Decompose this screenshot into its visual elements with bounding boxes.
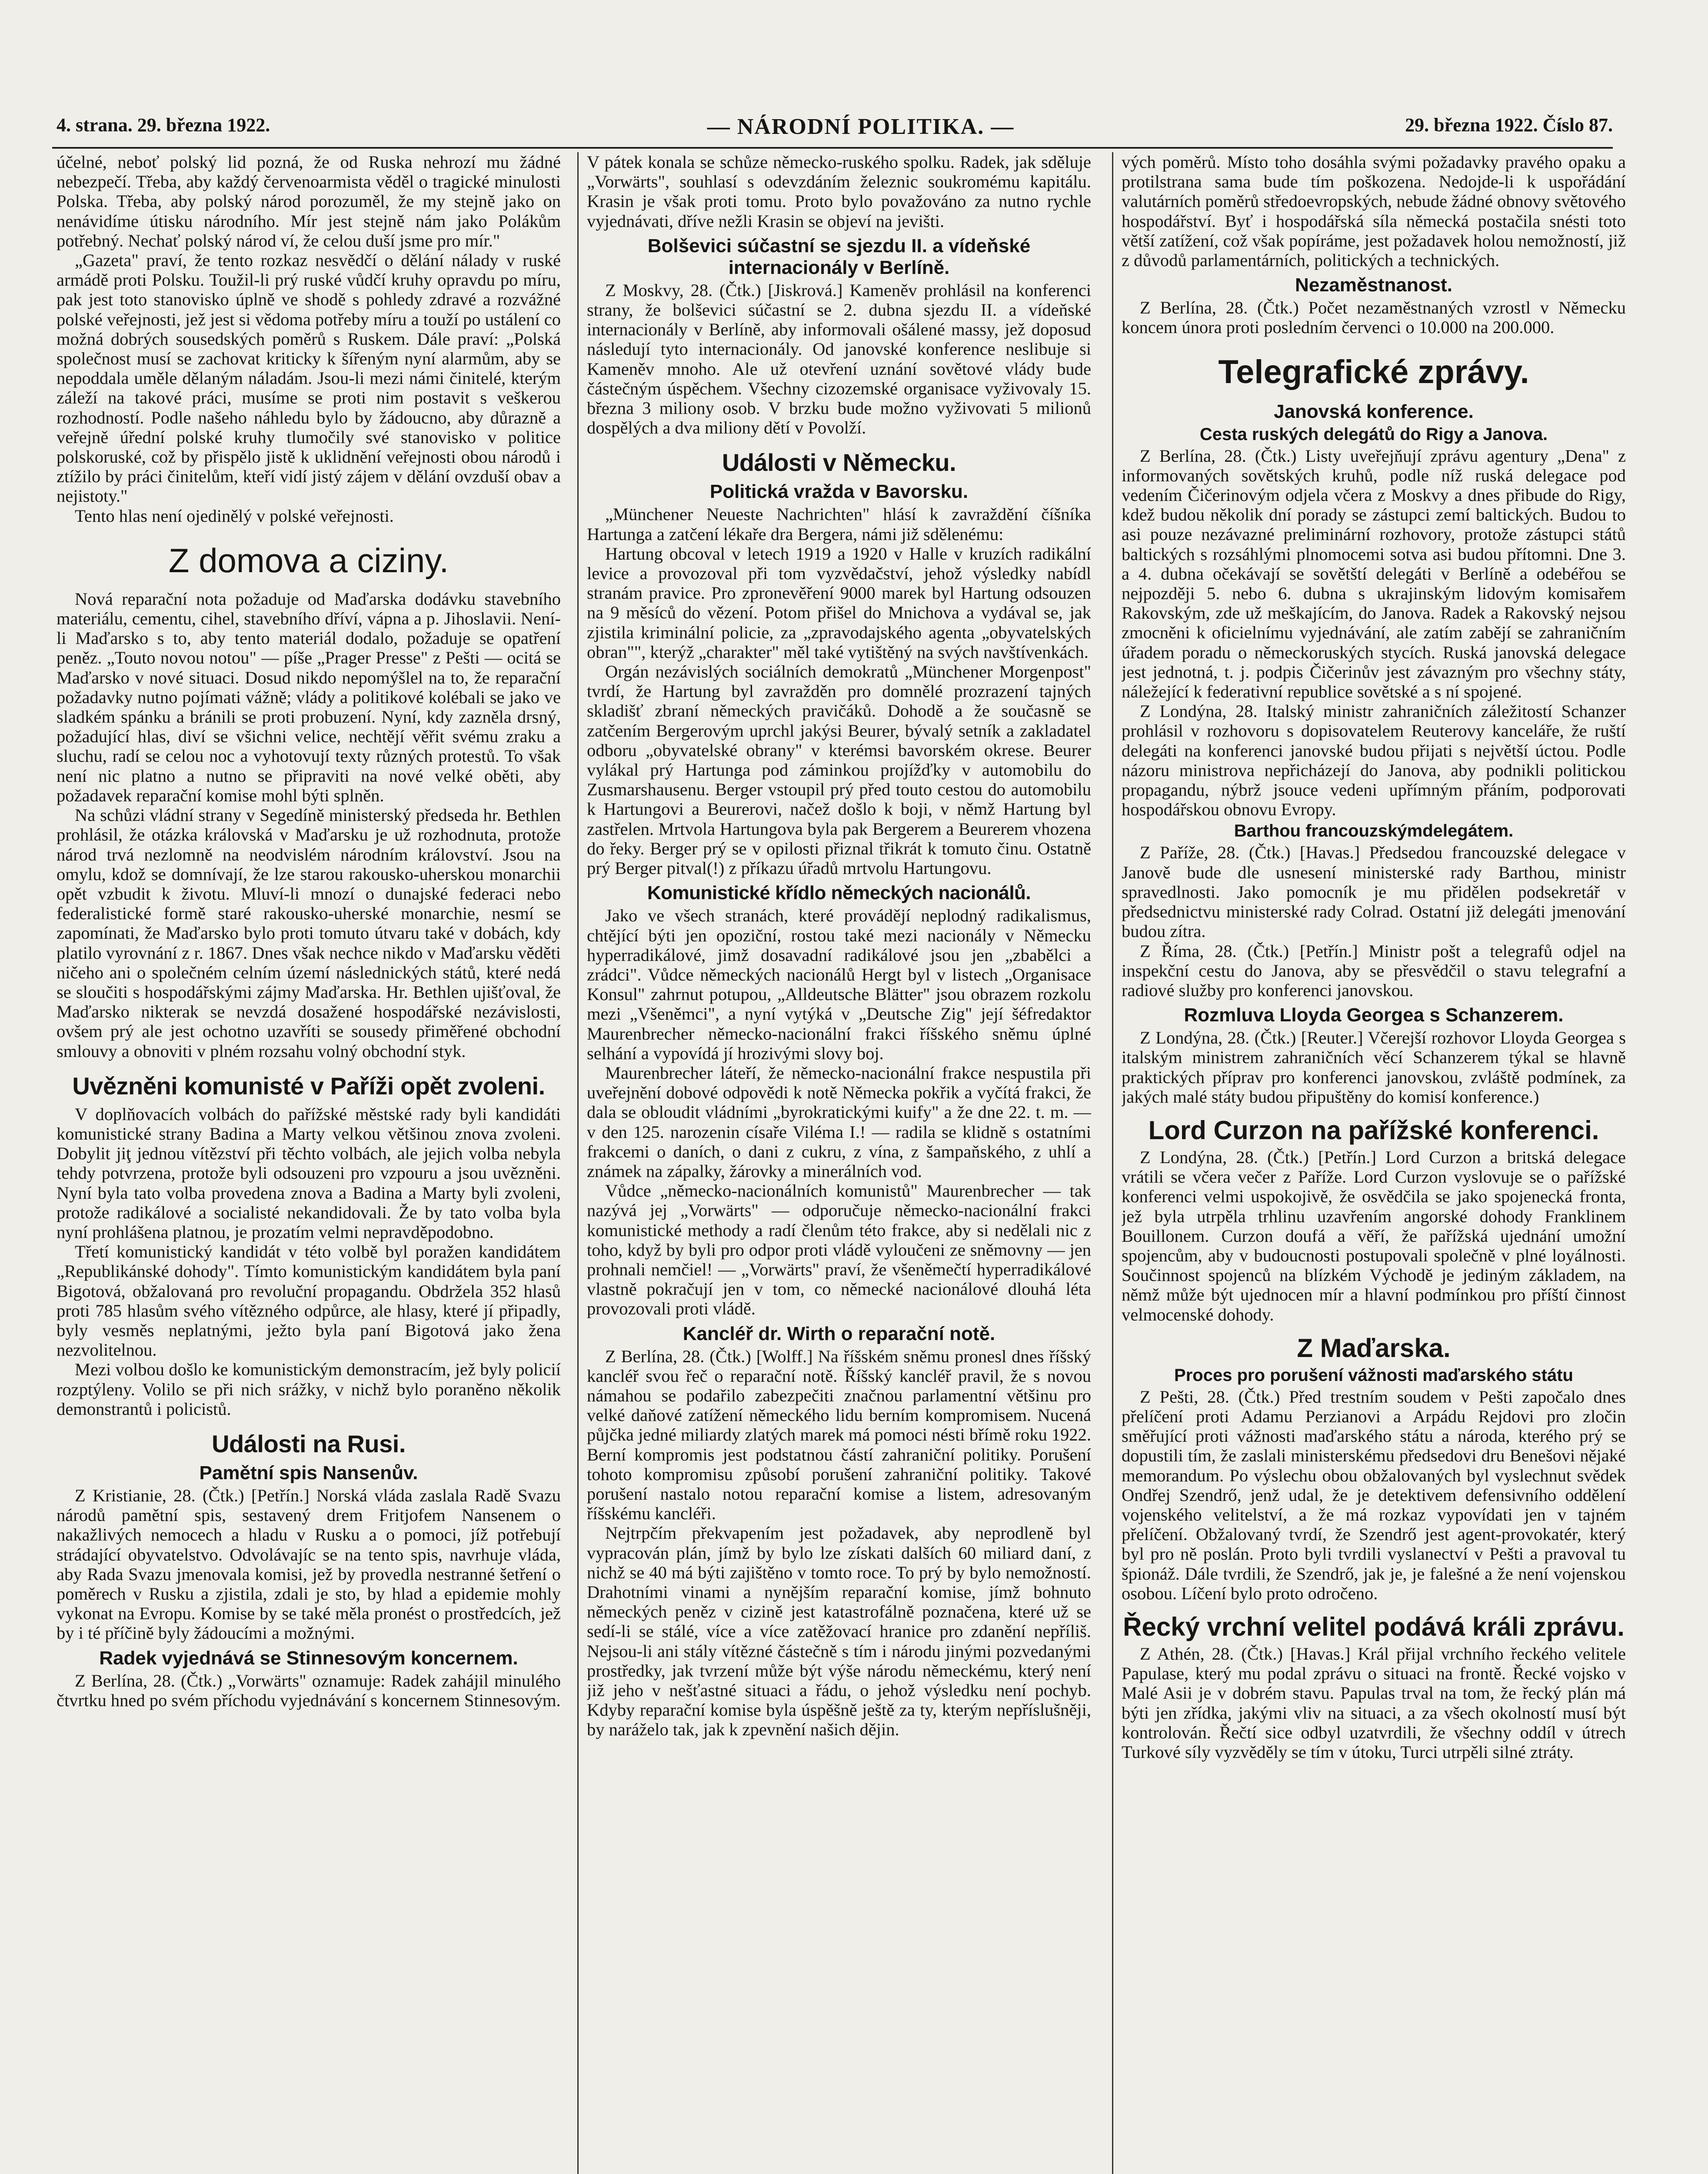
article-heading: Nezaměstnanost. xyxy=(1295,274,1452,296)
paragraph: Z Pešti, 28. (Čtk.) Před trestním soudem v Pešti započalo dnes přelíčení proti Adamu Perzianovi a Arpádu Rejdovi pro zločin směřující proti vážnosti maďarského státu a národa, kterého prý se dopustili tím, že zaslali ministerskému předsedovi dru Benešovi nějaké memorandum. Po výslechu obou obžalovaných byl vyslechnut svědek Ondřej Szendrő, jenž udal, že je detektivem defensivního oddělení vojenského velitelství, a že má rozkaz vypovídati jen v tajném přelíčení. Obžalovaný tvrdí, že Szendrő jest agent-provokatér, který byl pro ně poslán. Proto byli tvrdili vyslanectví v Pešti a pravoval tu špionáž. Dále tvrdili, že Szendrő, jak je, je falešné a že není vojenskou osobou. Líčení bylo proto odročeno. xyxy=(1122,1387,1626,1603)
article-heading: Bolševici súčastní se sjezdu II. a vídeňské internacionály v Berlíně. xyxy=(647,235,1031,278)
article-heading: Řecký vrchní velitel podává králi zprávu. xyxy=(1123,1612,1625,1641)
paragraph: Z Berlína, 28. (Čtk.) Počet nezaměstnaných vzrostl v Německu koncem února proti posledním červenci o 10.000 na 200.000. xyxy=(1122,298,1626,337)
column-divider xyxy=(577,152,579,2174)
paragraph: Z Berlína, 28. (Čtk.) [Wolff.] Na říšském sněmu pronesl dnes říšský kancléř svou řeč o reparační notě. Říšský kancléř pravil, že s novou námahou se podařilo zabezpečiti značnou parlamentní většinu pro velké daňové zatížení německého lidu berním kompromisem. Nucená půjčka jedné miliardy zlatých marek má pomoci nésti břímě roku 1922. Berní kompromis jest podstatnou částí zahraniční politiky. Porušení tohoto kompromisu způsobí porušení zahraniční politiky. Takové porušení nastalo notou reparační komise a listem, adresovaným říšskému kancléři. xyxy=(587,1346,1091,1524)
article-heading: Pamětní spis Nansenův. xyxy=(199,1462,418,1484)
column-2 xyxy=(587,152,1091,2174)
paragraph: Z Paříže, 28. (Čtk.) [Havas.] Předsedou francouzské delegace v Janově bude dle usnesení ministerské rady Barthou, ministr spravedlnosti. Jako pomocník je mu přidělen podsekretář v předsednictvu ministerské rady Colrad. Ostatní již delegáti jmenování budou zítra. xyxy=(1122,843,1626,941)
article-subheading: Proces pro porušení vážnosti maďarského státu xyxy=(1174,1365,1573,1385)
header-rule xyxy=(52,147,1613,149)
paragraph: účelné, neboť polský lid pozná, že od Ruska nehrozí mu žádné nebezpečí. Třeba, aby každý červenoarmista věděl o tragické minulosti Polska. Třeba, aby polský národ porozuměl, že my stejně jako on nenávidíme útisku národního. Mír jest stejně nám jako Polákům potřebný. Nechať polský národ ví, že celou duší jsme pro mír." xyxy=(57,152,561,250)
paragraph: Z Berlína, 28. (Čtk.) „Vorwärts" oznamuje: Radek zahájil minulého čtvrtku hned po svém příchodu vyjednávání s koncernem Stinnesovým. xyxy=(57,1671,561,1710)
paragraph: Maurenbrecher láteří, že německo-nacionální frakce nespustila při uveřejnění dobové odpovědi k notě Německa pokřik a vyčítá frakci, že dala se obloudit vládními „byrokratickými kuify" a že dne 22. t. m. — v den 125. narozenin císaře Viléma I.! — radila se klidně s ostatními frakcemi o daních, o dani z cukru, z vína, z šampaňského, z uhlí a známek na zápalky, žárovky a minerálních vod. xyxy=(587,1063,1091,1181)
paragraph: Jako ve všech stranách, které provádějí neplodný radikalismus, chtějící býti jen opoziční, rostou také mezi nacionály v Německu hyperradikálové, jimž dosavadní radikálové jsou jen „zbabělci a zrádci". Vůdce německých nacionálů Hergt byl v listech „Organisace Konsul" zahrnut potupou, „Alldeutsche Blätter" jsou obrazem rozkolu mezi „Všeněmci", a nyní vytýká v „Deutsche Zig" její šéfredaktor Maurenbrecher německo-nacionální frakci říšského sněmu úplné selhání a vypovídá jí hrozivými slovy boj. xyxy=(587,906,1091,1063)
article-subheading: Barthou francouzskýmdelegátem. xyxy=(1234,821,1514,841)
header-left: 4. strana. 29. března 1922. xyxy=(57,114,270,136)
column-1 xyxy=(57,152,561,2174)
paragraph: Z Londýna, 28. (Čtk.) [Reuter.] Včerejší rozhovor Lloyda Georgea s italským ministrem zahraničních věcí Schanzerem týkal se hlavně praktických příprav pro konferenci janovskou, zvláště podmínek, za jakých malé státy budou připuštěny do komisí konference.) xyxy=(1122,1028,1626,1107)
section-heading: Z domova a ciziny. xyxy=(168,541,449,580)
newspaper-page xyxy=(26,0,1682,2174)
paragraph: Třetí komunistický kandidát v této volbě byl poražen kandidátem „Republikánské dohody". Tímto komunistickým kandidátem byla paní Bigotová, obžalovaná pro revoluční propagandu. Obdržela 352 hlasů proti 785 hlasům svého vítězného odpůrce, ale hlasy, které jí připadly, byly vesměs neplatnými, ježto byla paní Bigotová jako žena nezvolitelnou. xyxy=(57,1242,561,1360)
paragraph: Z Londýna, 28. Italský ministr zahraničních záležitostí Schanzer prohlásil v rozhovoru s dopisovatelem Reuterovy kanceláře, že ruští delegáti na konferenci janovské budou přijati s největší úctou. Podle názoru ministrova nepřicházejí do Janova, aby podnikli politickou propagandu, nýbrž jsouce vedeni upřímným přáním, podporovati hospodářskou obnovu Evropy. xyxy=(1122,701,1626,820)
section-heading: Události v Německu. xyxy=(722,449,956,477)
paragraph: Z Londýna, 28. (Čtk.) [Petřín.] Lord Curzon a britská delegace vrátili se včera večer z Paříže. Lord Curzon vyslovuje se o pařížské konferenci velmi uspokojivě, že osvědčila se jako spojenecká fronta, jež byla utrpěla trhlinu uzavřením angorské dohody Franklinem Bouillonem. Curzon doufá a věří, že pařížská ujednání umožní spojencům, aby v budoucnosti postupovali společně v plné loyálnosti. Součinnost spojenců na blízkém Východě je jediným základem, na němž může být ujednocen mír a hlavní podmínkou pro příští činnost velmocenské dohody. xyxy=(1122,1147,1626,1324)
paragraph: Orgán nezávislých sociálních demokratů „Münchener Morgenpost" tvrdí, že Hartung byl zavražděn pro domnělé prozrazení tajných skladišť zbraní německých pravičáků. Dohodě a že současně se zatčením Bergerovým uprchl jakýsi Beurer, bývalý setník a zakladatel odboru „obyvatelské obrany" v kterémsi bavorském okrese. Beurer vylákal prý Hartunga pod záminkou projížďky v automobilu do Zusmarshausenu. Berger vstoupil prý před touto cestou do automobilu k Hartungovi a Beurerovi, načež došlo k boji, v němž Hartung byl zastřelen. Mrtvola Hartungova byla pak Bergerem a Beurerem vhozena do řeky. Berger prý se v opilosti přiznal třikrát k tomuto činu. Ostatně prý Berger pitval(!) z příkazu úřadů mrtvolu Hartungovu. xyxy=(587,662,1091,878)
paragraph: V doplňovacích volbách do pařížské městské rady byli kandidáti komunistické strany Badina a Marty velkou většinou znova zvoleni. Dobylit jiţ jednou vítězství při těchto volbách, ale jejich volba nebyla tehdy potvrzena, protože byli odsouzeni pro vzpouru a jsou uvězněni. Nyní byla tato volba provedena znova a Badina a Marty byli zvoleni, protože radikálové a socialisté nekandidovali. Že by tato volba byla nyní prohlášena platnou, je prozatím velmi nepravděpodobno. xyxy=(57,1104,561,1242)
paragraph: V pátek konala se schůze německo-ruského spolku. Radek, jak sděluje „Vorwärts", souhlasí s odevzdáním železnic soukromému kapitálu. Krasin je však proti tomu. Proto bylo považováno za nutno rychle vyjednávati, dříve nežli Krasin se objeví na jevišti. xyxy=(587,152,1091,231)
header-right: 29. března 1922. Číslo 87. xyxy=(1405,114,1613,136)
paragraph: „Gazeta" praví, že tento rozkaz nesvědčí o dělání nálady v ruské armádě proti Polsku. Toužil-li prý ruské vůdčí kruhy opravdu po míru, pak jest toto stanovisko úplně ve shodě s pohledy zdravé a rozvážné polské veřejnosti, jež jest si vědoma potřeby míru a touží po ustálení co možná dobrých sousedských poměrů s Ruskem. Dále praví: „Polská společnost musí se zachovat kriticky k šířeným nyní alarmům, aby se nepoddala uměle dělaným náladám. Jsou-li mezi námi činitelé, kterým záleží na takové práci, musíme se proti nim postavit s veškerou rozhodností. Podle našeho náhledu bylo by žádoucno, aby důrazně a veřejně úřední polské kruhy tlumočily své stanovisko v politice polskoruské, což by přispělo jistě k uklidnění veřejnosti obou národů i ztížilo by práci činitelům, kteří vidí jistý zájem v dělání ovzduší obav a nejistoty." xyxy=(57,250,561,506)
paragraph: Z Říma, 28. (Čtk.) [Petřín.] Ministr pošt a telegrafů odjel na inspekční cestu do Janova, aby se přesvědčil o stavu telegrafní a radiové služby pro konferenci janovskou. xyxy=(1122,941,1626,1000)
section-heading: Z Maďarska. xyxy=(1297,1333,1451,1363)
paragraph: Z Kristianie, 28. (Čtk.) [Petřín.] Norská vláda zaslala Radě Svazu národů pamětní spis, sestavený drem Fritjofem Nansenem o nakažlivých nemocech a hladu v Rusku a o pomoci, jíž potřebují strádající obyvatelstvo. Odvolávajíc se na tento spis, navrhuje vláda, aby Rada Svazu jmenovala komisi, jež by provedla nestranné šetření o poměrech v Rusku a zjistila, zdali je sto, by hlad a epidemie mohly vykonat na Evropu. Komise by se také měla pronést o prostředcích, jež by i té příčině byly žádoucími a možnými. xyxy=(57,1485,561,1643)
article-heading: Uvězněni komunisté v Paříži opět zvoleni. xyxy=(72,1072,545,1100)
article-heading: Lord Curzon na pařížské konferenci. xyxy=(1148,1115,1599,1145)
section-heading: Telegrafické zprávy. xyxy=(1218,353,1529,390)
paragraph: Na schůzi vládní strany v Segedíně ministerský předseda hr. Bethlen prohlásil, že otázka královská v Maďarsku je už rozhodnuta, protože národ trvá nezlomně na neodvislém národním království. Jsou na omylu, kdož se domnívají, že lze starou rakousko-uherskou monarchii opět vzbudit k životu. Mluví-li mnozí o dunajské federaci nebo federalistické formě staré rakousko-uherské monarchie, nesmí se zapomínati, že Maďarsko bylo proti tomuto útvaru také v dobách, kdy platilo vyrovnání z r. 1867. Dnes však nechce nikdo v Maďarsku věděti ničeho ani o společném celním území následnických států, které nedá se sloučiti s hospodářskými zájmy Maďarska. Hr. Bethlen ujišťoval, že Maďarsko nikterak se nevzdá dosažené hospodářské nezávislosti, ovšem prý ale jest ochotno uzavříti se sousedy přiměřené obchodní smlouvy a obnoviti v plném rozsahu volný obchodní styk. xyxy=(57,805,561,1061)
page-header xyxy=(52,114,1613,149)
paragraph: vých poměrů. Místo toho dosáhla svými požadavky pravého opaku a protilstrana sama bude tím poškozena. Nedojde-li k uspořádání valutárních poměrů středoevropských, nebude žádné obnovy světového hospodářství. Byť i hospodářská síla německá postačila snésti toto větší zatížení, což však popíráme, jest požadavek holou nemožností, již z důvodů parlamentárních, politických a technických. xyxy=(1122,152,1626,270)
article-heading: Komunistické křídlo německých nacionálů. xyxy=(647,882,1031,904)
paragraph: Mezi volbou došlo ke komunistickým demonstracím, jež byly policií rozptýleny. Volilo se při nich srážky, v nichž bylo poraněno několik demonstrantů i policistů. xyxy=(57,1360,561,1419)
article-heading: Rozmluva Lloyda Georgea s Schanzerem. xyxy=(1184,1004,1564,1026)
article-heading: Janovská konference. xyxy=(1274,400,1474,422)
paragraph: Vůdce „německo-nacionálních komunistů" Maurenbrecher — tak nazývá jej „Vorwärts" — odporučuje německo-nacionální frakci komunistické methody a radí členům této frakce, aby si nedělali nic z toho, když by byli pro odpor proti vládě vyloučeni ze sněmovny — jen prohnali nemčiel! — „Vorwärts" praví, že všeněmečtí hyperradikálové vlastně pokračují jen v tom, co německé nacionálové dlouhá léta provozovali proti vládě. xyxy=(587,1181,1091,1319)
paragraph: „Münchener Neueste Nachrichten" hlásí k zavraždění číšníka Hartunga a zatčení lékaře dra Bergera, námi již sdělenému: xyxy=(587,504,1091,544)
column-divider xyxy=(1112,152,1113,2174)
article-heading: Kancléř dr. Wirth o reparační notě. xyxy=(683,1323,996,1344)
paragraph: Tento hlas není ojedinělý v polské veřejnosti. xyxy=(75,506,394,526)
article-subheading: Cesta ruských delegátů do Rigy a Janova. xyxy=(1199,424,1548,444)
column-3 xyxy=(1122,152,1626,2174)
paragraph: Nová reparační nota požaduje od Maďarska dodávku stavebního materiálu, cementu, cihel, stavebního dříví, vápna a p. Jihoslavii. Není-li Maďarsko s to, aby tento materiál dodalo, požaduje se opatření peněz. „Touto novou notou" — píše „Prager Presse" z Pešti — ocitá se Maďarsko v nové situaci. Dosud nikdo nepomýšlel na to, že reparační požadavky nutno pojímati vážně; vlády a politikové kolébali se jako ve sladkém spánku a bránili se proti probuzení. Nyní, kdy zazněla drsný, požadující hlas, diví se všichni velice, nechtějí věřit svému zraku a sluchu, radí se celou noc a vyhotovují texty různých protestů. To však není nic platno a nutno se připraviti na nové velké oběti, aby požadavek reparační komise mohl býti splněn. xyxy=(57,589,561,805)
paragraph: Nejtrpčím překvapením jest požadavek, aby neprodleně byl vypracován plán, jímž by bylo lze získati dalších 60 miliard daní, z nichž se 40 má býti zajištěno v tomto roce. To prý by bylo nemožností. Drahotními vinami a nynějším reparační komise, jímž bohnuto německých peněz v cizině jest katastrofálně poznačena, které už se sedí-li se stálé, více a více zatěžovací hranice pro zdanění nepříliš. Nejsou-li ani stály vítězné částečně s tím i národu jinými pozvedanými prostředky, jak tvrzení může být výše národu německému, který není již jeho v nešťastné situaci a řádu, o jehož výsledku není pochyb. Kdyby reparační komise byla úspěšně ještě za ty, kterým nepříslušněji, by naráželo tak, jak k zpevnění našich dějin. xyxy=(587,1523,1091,1740)
paragraph: Z Berlína, 28. (Čtk.) Listy uveřejňují zprávu agentury „Dena" z informovaných sovětských kruhů, podle níž ruská delegace pod vedením Čičerinovým odjela včera z Moskvy a dnes přibude do Rigy, kdež budou několik dní porady se zástupci zemí baltických. Budou to asi pouze nezávazné preliminární rozhovory, protože zástupci států baltických s rozsáhlými plnomocemi sotva asi budou přítomni. Dne 3. a 4. dubna očekávají se sovětští delegáti v Berlíně a odebéřou se nejpozději 5. nebo 6. dubna s ukrajinským lidovým komisařem Rakovským, zde už meškajícím, do Janova. Radek a Rakovský nejsou zmocněni k oficielnímu vyjednávání, ale zatím zabějí se zahraničním úřadem poradu o německoruských stycích. Ruská janovská delegace jest jednotná, t. j. podpis Čičerinův jest závazným pro všechny státy, náležející k federativní republice sovětské a s ní spojené. xyxy=(1122,446,1626,702)
article-heading: Radek vyjednává se Stinnesovým koncernem. xyxy=(99,1647,518,1669)
header-masthead: — NÁRODNÍ POLITIKA. — xyxy=(707,114,1015,139)
paragraph: Z Moskvy, 28. (Čtk.) [Jiskrová.] Kameněv prohlásil na konferenci strany, že bolševici súčastní se 2. dubna sjezdu II. a vídeňské internacionály v Berlíně, aby informovali ošálené massy, jež doposud následují tyto internacionály. Od janovské konference neslibuje si Kameněv mnoho. Ale už otevření uznání sovětové vlády bude částečným úspěchem. Všechny cizozemské organisace vyživovaly 15. března 3 miliony osob. V brzku bude možno vyživovati 5 milionů dospělých a dva miliony dětí v Povolží. xyxy=(587,280,1091,438)
article-heading: Politická vražda v Bavorsku. xyxy=(709,481,969,503)
section-heading: Události na Rusi. xyxy=(212,1430,406,1457)
paragraph: Z Athén, 28. (Čtk.) [Havas.] Král přijal vrchního řeckého velitele Papulase, který mu podal zprávu o situaci na frontě. Řecké vojsko v Malé Asii je v dobrém stavu. Papulas trval na tom, že řecký plán má býti jen zřídka, jakými vliv na situaci, a za všech okolností musí být kontrolován. Řečtí sice odbyl uzatvrdili, že všechny oddíl v útrech Turkové síly vyzvěděly se tím v útoku, Turci utrpěli silné ztráty. xyxy=(1122,1644,1626,1762)
paragraph: Hartung obcoval v letech 1919 a 1920 v Halle v kruzích radikální levice a provozoval při tom vyzvědačství, jehož výsledky nabídl stranám pravice. Pro zpronevěření 9000 marek byl Hartung odsouzen na 9 měsíců do vězení. Potom přišel do Mnichova a vydával se, jak zjistila kriminální policie, za „zpravodajského agenta „obyvatelských obran"", kterýž „charakter" měl také vytištěný na svých navštívenkách. xyxy=(587,544,1091,662)
